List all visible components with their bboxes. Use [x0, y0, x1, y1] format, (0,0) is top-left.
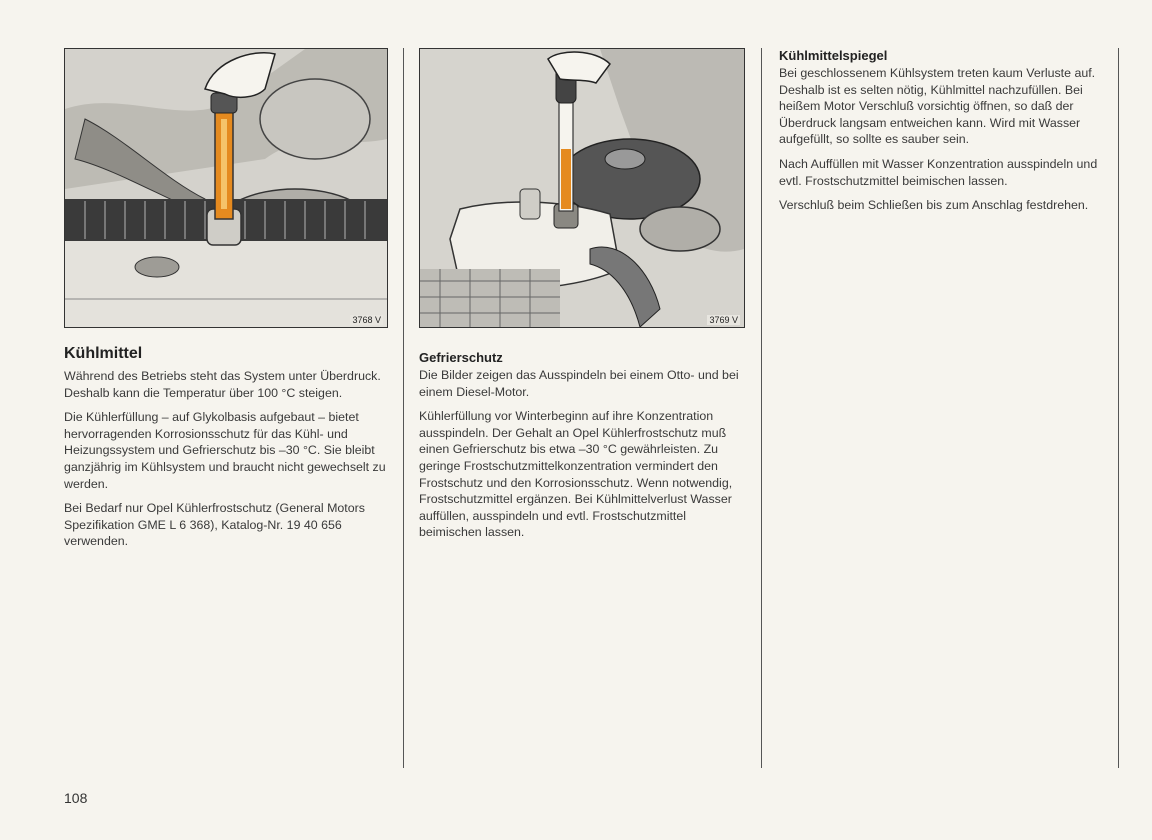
paragraph: Nach Auffüllen mit Wasser Konzentration ausspindeln und evtl. Frostschutzmittel beimischen lassen. [779, 156, 1098, 188]
paragraph: Bei geschlossenem Kühlsystem treten kaum Verluste auf. Deshalb ist es selten nötig, Kühlmittel nachzufüllen. Bei heißem Motor Verschluß vorsichtig öffnen, so daß der Überdruck langsam entweichen kann. Wird mit Wasser aufgefüllt, so sollte es sauber sein. [779, 66, 1096, 147]
section-title: Gefrierschutz [419, 350, 503, 365]
section-title: Kühlmittel [64, 345, 143, 362]
radiator-hydrometer-illustration-icon [65, 49, 387, 327]
expansion-tank-hydrometer-illustration-icon [420, 49, 744, 327]
paragraph: Die Kühlerfüllung – auf Glykolbasis aufgebaut – bietet hervorragenden Korrosionsschutz für das Kühl- und Heizungssystem und Gefrierschutz bis –30 °C. Sie bleibt ganzjährig im Kühlsystem und braucht nicht gewechselt zu werden. [64, 410, 386, 491]
figure-radiator [64, 48, 388, 328]
middle-column [419, 350, 745, 549]
figure-expansion-tank [419, 48, 745, 328]
right-column [779, 48, 1105, 222]
figure-label: 3768 V [352, 315, 381, 325]
paragraph: Während des Betriebs steht das System unter Überdruck. Deshalb kann die Temperatur über 100 °C steigen. [64, 369, 381, 400]
paragraph: Verschluß beim Schließen bis zum Anschlag festdrehen. [779, 198, 1089, 213]
left-column [64, 344, 390, 558]
figure-label: 3769 V [709, 315, 738, 325]
page-number: 108 [64, 790, 88, 806]
section-title: Kühlmittelspiegel [779, 48, 888, 63]
paragraph: Kühlerfüllung vor Winterbeginn auf ihre Konzentration ausspindeln. Der Gehalt an Opel Kühlerfrostschutz muß einen Gefrierschutz bis etwa –30 °C gewährleisten. Zu geringe Frostschutzmittelkonzentration vermindert den Frostschutz und den Korrosionsschutz. Wenn notwendig, Frostschutzmittel ergänzen. Bei Kühlmittelverlust Wasser auffüllen, ausspindeln und evtl. Frostschutzmittel beimischen lassen. [419, 409, 733, 540]
paragraph: Die Bilder zeigen das Ausspindeln bei einem Otto- und bei einem Diesel-Motor. [419, 368, 739, 399]
paragraph: Bei Bedarf nur Opel Kühlerfrostschutz (General Motors Spezifikation GME L 6 368), Katalog-Nr. 19 40 656 verwenden. [64, 501, 365, 549]
column-divider [1118, 48, 1119, 768]
column-divider [403, 48, 404, 768]
column-divider [761, 48, 762, 768]
